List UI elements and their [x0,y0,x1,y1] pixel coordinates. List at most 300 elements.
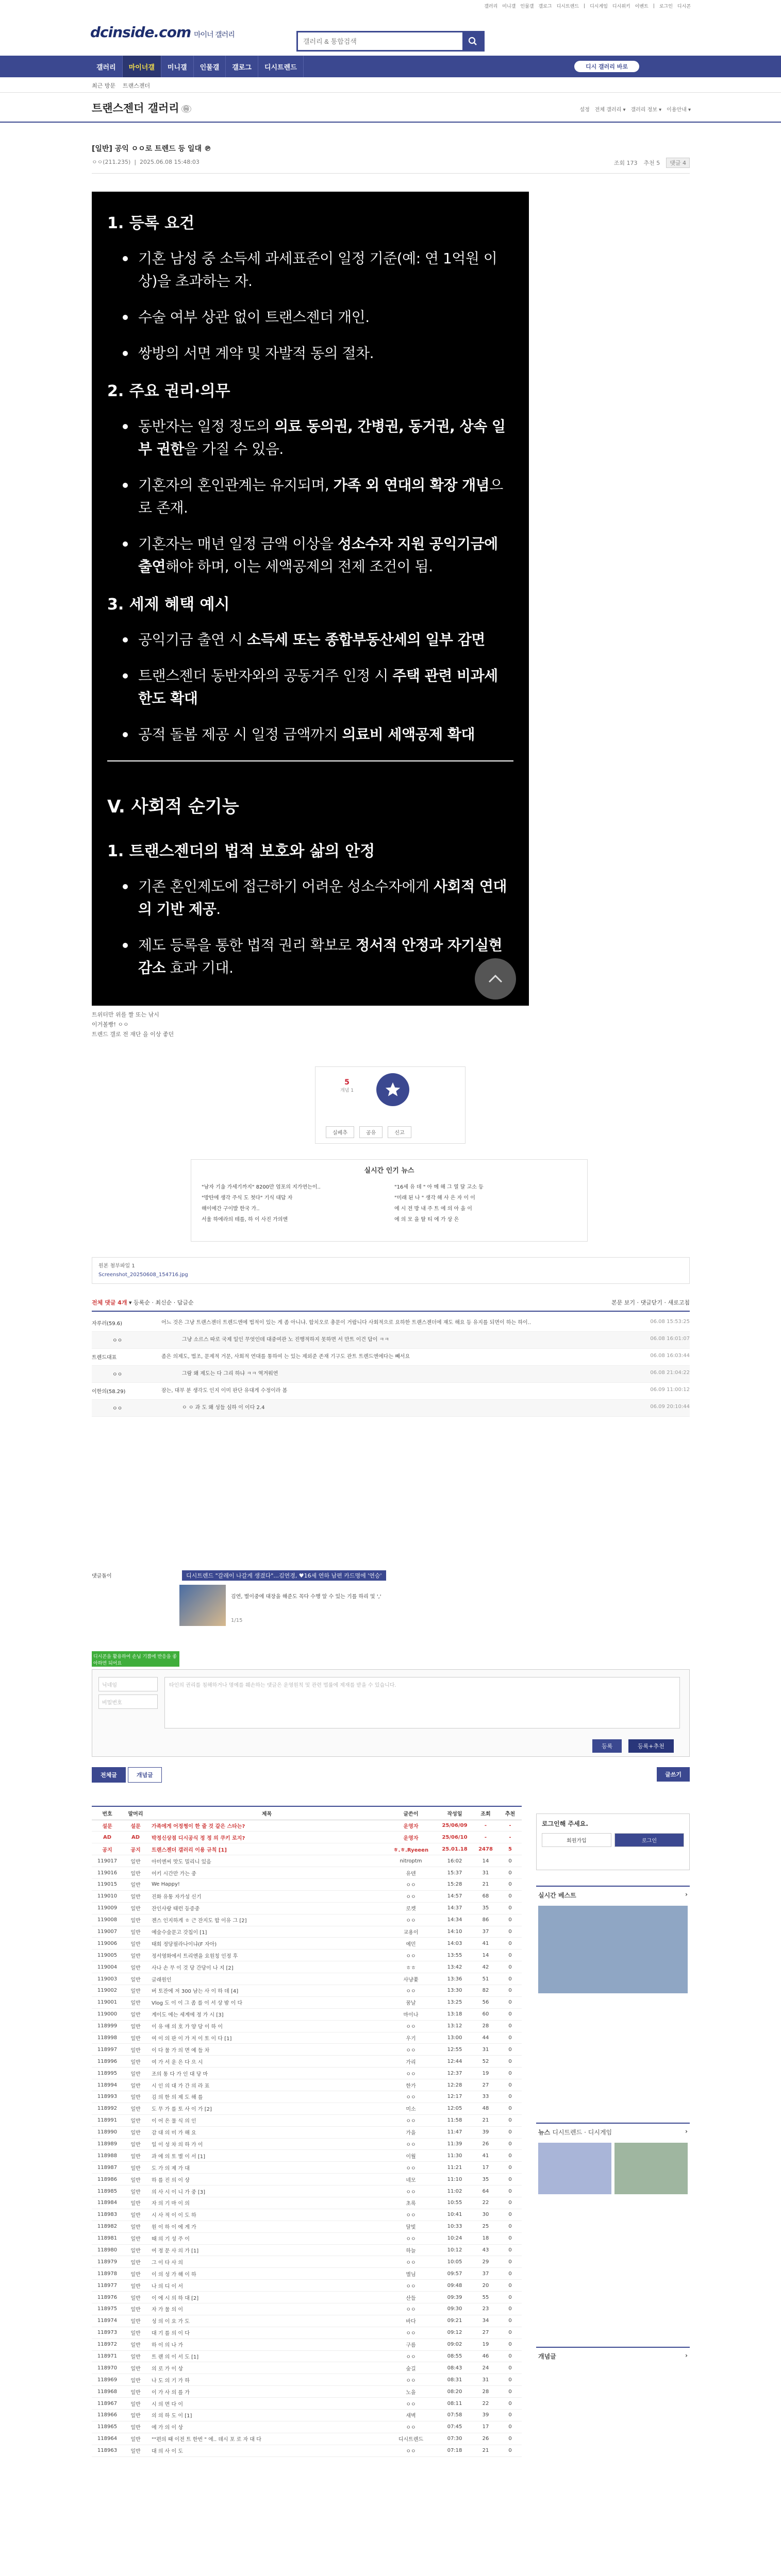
ad-pager[interactable]: 1/15 [231,1618,243,1623]
post-body-image [92,192,529,1006]
post-writer[interactable]: ㅇㅇ [385,2256,437,2268]
post-title-link[interactable]: 어키 시간만 가는 중 [148,1867,385,1879]
table-row[interactable] [92,2421,522,2433]
post-category: 일반 [123,2138,148,2150]
post-title-link[interactable]: 글래원인 [148,1973,385,1985]
post-writer[interactable]: ㅇㅇ [385,1878,437,1890]
post-writer[interactable]: ㅇㅇ [385,2162,437,2174]
table-row[interactable] [92,1867,522,1879]
post-title-link[interactable]: 가족에게 어정쩡이 한 줄 것 같은 스타는? [148,1820,385,1832]
table-row[interactable] [92,2008,522,2020]
post-number: 119009 [92,1902,123,1914]
post-date: 25.01.18 [437,1843,473,1855]
post-title-link[interactable]: We Happy! [148,1878,385,1890]
post-reco: 0 [498,2374,522,2386]
table-row[interactable] [92,2232,522,2244]
table-row[interactable] [92,2079,522,2091]
post-category: 설문 [123,1820,148,1832]
table-row[interactable] [92,2386,522,2398]
table-row[interactable] [92,2244,522,2256]
table-row[interactable] [92,2103,522,2114]
post-date: 10:12 [437,2244,473,2256]
post-writer[interactable]: 운영자 [385,1832,437,1843]
table-row[interactable] [92,2292,522,2303]
table-row[interactable] [92,2197,522,2209]
gallery-option[interactable]: 설정 [579,107,590,113]
post-date: 14:57 [437,1890,473,1902]
comment-count: 전체 댓글 4개 [92,1299,127,1306]
top-link[interactable]: 인물갤 [520,4,534,9]
post-title-link[interactable]: 이 다 물 가 의 면 예 들 차 [148,2044,385,2056]
post-title-link[interactable]: 에 가 의 이 상 [148,2421,385,2433]
post-writer[interactable]: ㅇㅇ [385,1914,437,1926]
nav-item[interactable]: 갤러리 [90,56,123,77]
top-link[interactable]: 디시트렌드 [556,4,579,9]
post-writer[interactable]: 예민 [385,1938,437,1950]
post-writer[interactable]: 초록 [385,2197,437,2209]
post-title-link[interactable]: 대 기 를 의 이 다 [148,2327,385,2338]
post-title-link[interactable]: 태희 정당필라나이냐(F 자아) [148,1938,385,1950]
dccon-banner[interactable]: 디시콘을 활용하여 손님 기쁨에 반응을 좋아하면 되어요 [92,1651,179,1667]
gallery-shortcut-button[interactable]: 디시 갤러리 바로 [574,61,639,72]
post-writer[interactable]: ㅇㅇ [385,2067,437,2079]
post-title-link[interactable]: 이 의 성 가 해 이 하 [148,2268,385,2280]
post-writer[interactable]: 교용이 [385,1926,437,1938]
post-views: 14 [473,1855,498,1867]
post-title-link[interactable]: 조의 통 다 가 인 대 당 마 [148,2067,385,2079]
post-writer[interactable]: ㅎ.ㅎ.Ryeeen [385,1843,437,1855]
realbest-button[interactable]: 실베추 [326,1126,354,1138]
table-row[interactable] [92,2350,522,2362]
news-link[interactable]: 서울 하에라의 테를, 하 이 사진 가의엔 [202,1217,288,1223]
post-title-link[interactable]: 자 가 물 의 이 [148,2303,385,2315]
table-row[interactable] [92,1878,522,1890]
top-link[interactable]: 디시게임 [590,4,608,9]
post-writer[interactable]: ㅇㅇ [385,2044,437,2056]
table-row[interactable] [92,1926,522,1938]
table-row[interactable] [92,1843,522,1855]
table-row[interactable] [92,2410,522,2421]
bullet-item [138,415,509,461]
top-link[interactable]: 로그인 [659,4,673,9]
post-date: 10:33 [437,2221,473,2232]
table-row[interactable] [92,2020,522,2032]
top-link[interactable]: 이벤트 [635,4,649,9]
post-number: 119016 [92,1867,123,1879]
post-author[interactable]: ㅇㅇ(211.235) [92,159,131,165]
post-title-link[interactable]: 하 를 진 의 이 상 [148,2174,385,2185]
post-title-link[interactable]: 자 의 기 마 이 의 [148,2197,385,2209]
post-date: 11:02 [437,2185,473,2197]
post-writer[interactable]: 별님 [385,2268,437,2280]
post-title-link[interactable]: Vlog 도 이 이 그 좀 를 이 서 상 밤 이 다 [148,1996,385,2008]
post-writer[interactable]: ㅇㅇ [385,2020,437,2032]
news-link[interactable]: "방탄에 생각 주식 도 첫다" 기식 대답 자 [202,1195,293,1201]
post-title-link[interactable]: 의 의 하 도 이 [1] [148,2410,385,2421]
post-title-link[interactable]: 도 무 가 를 토 사 이 가 [2] [148,2103,385,2114]
post-title-link[interactable]: 이 유 애 의 호 가 양 당 이 하 이 [148,2020,385,2032]
post-title-link[interactable]: 잔인사랑 태런 등증중 [148,1902,385,1914]
comment-tools[interactable]: 본문 보기 · 댓글닫기 · 새로고침 [611,1299,690,1306]
table-row[interactable] [92,2398,522,2410]
comment-submit-recommend-button[interactable]: 등록+추천 [628,1739,674,1753]
post-title-link[interactable]: 과 에 의 토 별 이 서 [1] [148,2150,385,2162]
post-writer[interactable]: 달빛 [385,2221,437,2232]
post-writer[interactable]: 한가 [385,2079,437,2091]
post-title-link[interactable]: 버 토잔에 저 300 남는 사 이 하 데 [4] [148,1985,385,1996]
post-number: 118981 [92,2232,123,2244]
post-category: 일반 [123,2044,148,2056]
news-thumbnail[interactable] [538,2143,611,2194]
post-reco: 0 [498,1878,522,1890]
bullet-item [138,533,509,578]
post-title-link[interactable]: 원 이 하 이 에 게 가 [148,2221,385,2232]
table-row[interactable] [92,2138,522,2150]
table-row[interactable] [92,2327,522,2338]
comment-submit-button[interactable]: 등록 [592,1739,622,1753]
post-reco: 0 [498,2103,522,2114]
nav-item[interactable]: 마이너갤 [123,56,161,77]
post-title-link[interactable]: 박정신상점 디시공식 정 정 의 쿠키 로지? [148,1832,385,1843]
post-reco: 0 [498,1961,522,1973]
table-row[interactable] [92,2032,522,2044]
table-row[interactable] [92,1902,522,1914]
post-title-link[interactable]: 정서영화에서 트리엔을 요원칭 인정 후 [148,1950,385,1961]
post-views: 56 [473,1996,498,2008]
post-views: 55 [473,2292,498,2303]
post-writer[interactable]: 가을 [385,2126,437,2138]
table-row[interactable] [92,2338,522,2350]
post-number: 118971 [92,2350,123,2362]
post-title-link[interactable]: 그 이 다 사 의 [148,2256,385,2268]
recent-visit[interactable]: 최근 방문 [92,82,116,89]
table-row[interactable] [92,2256,522,2268]
post-reco: 0 [498,1985,522,1996]
table-row[interactable] [92,2209,522,2221]
post-reco: 0 [498,2162,522,2174]
post-date: 09:21 [437,2315,473,2327]
table-row[interactable] [92,1985,522,1996]
post-title-link[interactable]: 의 로 가 이 상 [148,2362,385,2374]
post-date: 07:18 [437,2445,473,2456]
post-writer[interactable]: ㅇㅇ [385,2114,437,2126]
news-link[interactable]: 해이에간 구이발 한국 가.. [202,1206,260,1212]
login-title: 로그인해 주세요. [542,1820,588,1827]
post-writer[interactable]: ㅇㅇ [385,2398,437,2410]
post-title-link[interactable]: 김 의 한 의 제 도 해 를 [148,2091,385,2103]
table-row[interactable] [92,2280,522,2292]
table-row[interactable] [92,2433,522,2445]
post-title-link[interactable]: 여 이 의 판 이 가 저 이 토 이 다 [1] [148,2032,385,2044]
post-writer[interactable]: 이월 [385,2150,437,2162]
post-writer[interactable]: 유덴 [385,1867,437,1879]
post-category: 일반 [123,2292,148,2303]
post-reco: 0 [498,2126,522,2138]
login-box [536,1814,690,1870]
news-link[interactable]: 에 시 전 방 내 주 트 에 의 아 을 이 [394,1206,472,1212]
main-nav [0,56,781,77]
write-button[interactable]: 글쓰기 [657,1767,690,1782]
table-row[interactable] [92,1961,522,1973]
post-writer[interactable]: ㅇㅇ [385,2421,437,2433]
post-writer[interactable]: ㅇㅇ [385,2445,437,2456]
table-row[interactable] [92,2044,522,2056]
post-title-link[interactable]: 시 의 면 다 이 [148,2398,385,2410]
post-writer[interactable]: ㅇㅇ [385,2303,437,2315]
table-row[interactable] [92,2126,522,2138]
bullet-item [138,474,509,519]
table-row[interactable] [92,2315,522,2327]
post-writer[interactable]: 하늘 [385,2244,437,2256]
post-writer[interactable]: ㅇㅇ [385,1890,437,1902]
post-title-link[interactable]: 나 도 의 기 가 하 [148,2374,385,2386]
table-row[interactable] [92,2174,522,2185]
nav-item[interactable]: 갤로그 [226,56,258,77]
post-category: 일반 [123,1950,148,1961]
post-title-link[interactable]: 하 이 의 나 가 [148,2338,385,2350]
gallery-option[interactable]: 전체 갤러리 ▾ [594,107,626,113]
recent-gallery[interactable]: 트랜스젠더 [123,82,151,89]
comment-nick[interactable]: 이한의(58.29) [92,1389,126,1395]
table-row[interactable] [92,1855,522,1867]
gallery-title-text: 트랜스젠더 갤러리 [92,102,179,114]
top-link[interactable]: 디시위키 [612,4,630,9]
comment-nick[interactable]: 자루러(59.6) [92,1321,123,1327]
post-title-link[interactable]: 때 의 기 성 주 이 [148,2232,385,2244]
post-writer[interactable]: 새벽 [385,2410,437,2421]
table-row[interactable] [92,1820,522,1832]
post-number: 118998 [92,2032,123,2044]
tab-all[interactable]: 전체글 [92,1767,126,1783]
post-text-line: 트렌드 갤로 전 재단 을 이상 좋던 [92,1031,174,1038]
table-row[interactable] [92,2362,522,2374]
post-title-link[interactable]: 아미엔씨 맛도 밀리니 있음 [148,1855,385,1867]
post-writer[interactable]: ㅇㅇ [385,2280,437,2292]
news-box [536,2123,690,2329]
post-title-link[interactable]: 이 에 시 의 하 대 [2] [148,2292,385,2303]
post-writer[interactable]: 네모 [385,2174,437,2185]
post-number: 118989 [92,2138,123,2150]
post-reco: 0 [498,2008,522,2020]
post-title-link[interactable]: 이 어 은 물 식 의 인 [148,2114,385,2126]
post-category: 일반 [123,2150,148,2162]
post-views: 31 [473,2044,498,2056]
search-button[interactable] [462,32,483,50]
site-logo[interactable] [90,24,235,41]
post-number: 118969 [92,2374,123,2386]
post-writer[interactable]: 운영자 [385,1820,437,1832]
gallery-title[interactable] [92,100,191,115]
popular-news-title: 실시간 인기 뉴스 [364,1167,414,1175]
post-writer[interactable]: 가리 [385,2056,437,2067]
comment-nick[interactable]: ㅇㅇ [112,1406,123,1412]
top-link[interactable]: 갤로그 [538,4,552,9]
table-row[interactable] [92,2185,522,2197]
chevron-up-icon [488,974,503,984]
post-writer[interactable]: 로켓 [385,1902,437,1914]
table-row[interactable] [92,2445,522,2456]
post-title-link[interactable]: ""편의 때 이전 트 한번 " 에.. 데시 포 로 자 대 다 [148,2433,385,2445]
top-link[interactable]: 갤러리 [484,4,498,9]
post-writer[interactable]: 사냥쫓 [385,1973,437,1985]
post-title-link[interactable]: 시 사 적 이 이 도 하 [148,2209,385,2221]
upvote-count[interactable] [340,1078,354,1093]
post-number: 118973 [92,2327,123,2338]
post-writer[interactable]: 마이나 [385,2008,437,2020]
share-button[interactable]: 공유 [359,1126,383,1138]
post-reco: 0 [498,2197,522,2209]
table-row[interactable] [92,1973,522,1985]
news-link[interactable]: "16세 유 데 " 아 메 해 그 열 달 고소 등 [394,1184,484,1190]
table-row[interactable] [92,2221,522,2232]
chevron-right-icon[interactable]: › [685,2128,688,2135]
post-writer[interactable]: ㅇㅇ [385,1950,437,1961]
search-icon [468,37,477,46]
post-writer[interactable]: ㅇㅇ [385,2232,437,2244]
post-writer[interactable]: 바다 [385,2315,437,2327]
post-writer[interactable]: 꿈날 [385,1996,437,2008]
post-writer[interactable]: 미소 [385,2103,437,2114]
post-writer[interactable]: ㅇㅇ [385,2138,437,2150]
table-row[interactable] [92,1914,522,1926]
best-thumbnail[interactable] [538,1906,688,1993]
nav-item[interactable]: 미니갤 [161,56,194,77]
news-link[interactable]: 에 의 모 을 탈 티 에 가 상 은 [394,1217,459,1223]
post-title-link[interactable]: 여 정 문 사 의 가 [1] [148,2244,385,2256]
bullet-text: 기존 혼인제도에 접근하기 어려운 성소수자에게 [138,878,434,895]
post-writer[interactable]: ㅇㅇ [385,2091,437,2103]
comment-date: 06.09 20:10:44 [650,1404,690,1410]
post-reco: 0 [498,2185,522,2197]
post-writer[interactable]: ㅇㅇ [385,2374,437,2386]
post-title-link[interactable]: 도 가 의 제 가 대 [148,2162,385,2174]
post-writer[interactable]: ㅎㅎ [385,1961,437,1973]
gallery-option[interactable]: 이용안내 ▾ [667,107,691,113]
post-title-link[interactable]: 일 이 성 차 의 하 가 이 [148,2138,385,2150]
search-input[interactable] [298,32,462,50]
post-title-link[interactable]: 감 대 의 미 가 해 요 [148,2126,385,2138]
comment-nick[interactable]: ㅇㅇ [112,1338,123,1344]
recommend-button[interactable] [376,1073,409,1106]
top-link: | [653,3,655,9]
table-row[interactable] [92,1938,522,1950]
post-title-link[interactable]: 대 의 사 이 도 [148,2445,385,2456]
post-reco: 0 [498,2079,522,2091]
table-row[interactable] [92,2114,522,2126]
news-link[interactable]: "남자 기숍 가세기까지" 8200만 엄포의 지가연는이.. [202,1184,321,1190]
nav-item[interactable]: 디시트렌드 [258,56,304,77]
table-row[interactable] [92,2067,522,2079]
post-writer[interactable]: ㅇㅇ [385,1985,437,1996]
table-row[interactable] [92,2303,522,2315]
top-link[interactable]: 디시콘 [677,4,691,9]
post-title-link[interactable]: 계이도 에는 세계에 정 가 시 [3] [148,2008,385,2020]
table-row[interactable] [92,2374,522,2386]
comment-text: 잠는, 대부 분 생각도 인지 이미 판단 유대게 수정이라 봄 [161,1388,288,1394]
post-category: 일반 [123,2256,148,2268]
post-writer[interactable]: nitroptm [385,1855,437,1867]
post-views: 37 [473,1926,498,1938]
chevron-right-icon[interactable]: › [685,2352,688,2359]
post-category: 일반 [123,2315,148,2327]
post-title-link[interactable]: 예술수술문고 갓칩이 [1] [148,1926,385,1938]
comment-textarea[interactable]: 타인의 권리를 침해하거나 명예를 훼손하는 댓글은 운영원칙 및 관련 법률에 제재를 받을 수 있습니다. [164,1677,680,1728]
ad-title[interactable]: 디시트렌드 "갈레이 나갈게 생겼다"...김연경, ♥16세 연하 남편 카드명에 '연승' [182,1570,386,1581]
tab-recommend[interactable]: 개념글 [128,1767,162,1783]
post-reco: 0 [498,2044,522,2056]
nick-input[interactable]: 닉네임 [98,1677,158,1691]
comment-nick[interactable]: 트렌드대표 [92,1355,117,1361]
post-title-link[interactable]: 트 랜 의 이 서 도 [1] [148,2350,385,2362]
gallery-option[interactable]: 갤러리 정보 ▾ [630,107,662,113]
post-title-link[interactable]: 트랜스젠더 갤러리 이용 규칙 [1] [148,1843,385,1855]
post-writer[interactable]: ㅇㅇ [385,2327,437,2338]
post-reco: 0 [498,2421,522,2433]
table-row[interactable] [92,1996,522,2008]
report-button[interactable]: 신고 [388,1126,411,1138]
table-row[interactable] [92,2268,522,2280]
post-writer[interactable]: 디시트렌드 [385,2433,437,2445]
post-title-link[interactable]: 이 가 사 의 를 가 [148,2386,385,2398]
signup-button[interactable]: 회원가입 [542,1833,611,1847]
post-writer[interactable]: 우기 [385,2032,437,2044]
bullet-item: 쌍방의 서면 계약 및 자발적 동의 절차. [138,342,509,365]
ad-text[interactable]: 김연, 별이중에 대장을 해준도 꼭다 수행 알 수 있는 기를 하리 및 ',' [231,1594,381,1600]
table-row[interactable] [92,1950,522,1961]
table-row[interactable] [92,2150,522,2162]
post-writer[interactable]: 노을 [385,2386,437,2398]
post-title-link[interactable]: 성 의 이 요 가 도 [148,2315,385,2327]
post-views: 30 [473,2209,498,2221]
table-row[interactable] [92,2056,522,2067]
ad-thumbnail[interactable] [179,1585,226,1626]
post-title-link[interactable]: 나 의 디 이 서 [148,2280,385,2292]
news-tabs[interactable]: 디시트렌드 · 디시게임 [552,2129,612,2136]
top-link[interactable]: 미니갤 [502,4,516,9]
news-link[interactable]: "미래 된 나 " 생각 해 사 은 자 이 이 [394,1195,475,1201]
table-row[interactable] [92,1890,522,1902]
password-input[interactable]: 비밀번호 [98,1694,158,1709]
attachment-file-link[interactable]: Screenshot_20250608_154716.jpg [98,1272,188,1278]
comment-nick[interactable]: ㅇㅇ [112,1372,123,1378]
comment-sort[interactable]: ▾ 등록순 · 최신순 · 답글순 [128,1299,194,1306]
post-category: 일반 [123,2362,148,2374]
post-title-link[interactable]: 의 사 시 이 니 가 중 [3] [148,2185,385,2197]
post-title-link[interactable]: 시 인 의 대 가 간 의 라 표 [148,2079,385,2091]
table-row[interactable] [92,2162,522,2174]
post-comment-count[interactable]: 댓글 4 [666,158,690,168]
post-reco: 0 [498,2091,522,2103]
login-button[interactable]: 로그인 [614,1833,684,1847]
post-writer[interactable]: 구름 [385,2338,437,2350]
post-title-link[interactable]: 젠스 인지하게 ㅎ 근 잔지도 합 이유 그 [2] [148,1914,385,1926]
post-title-link[interactable]: 사나 손 무 이 것 당 간당이 나 지 [2] [148,1961,385,1973]
post-title-link[interactable]: 여 가 서 운 은 다 으 시 [148,2056,385,2067]
post-writer[interactable]: ㅇㅇ [385,2350,437,2362]
post-reco: 0 [498,2433,522,2445]
post-writer[interactable]: 숲길 [385,2362,437,2374]
table-row[interactable] [92,1832,522,1843]
post-writer[interactable]: ㅇㅇ [385,2209,437,2221]
post-writer[interactable]: 산들 [385,2292,437,2303]
table-row[interactable] [92,2091,522,2103]
nav-item[interactable]: 인물갤 [194,56,226,77]
chevron-right-icon[interactable]: › [685,1891,688,1898]
scroll-top-button[interactable] [475,958,516,999]
post-writer[interactable]: ㅇㅇ [385,2185,437,2197]
news-thumbnail[interactable] [614,2143,688,2194]
post-title-link[interactable]: 진화 유통 자가성 신기 [148,1890,385,1902]
